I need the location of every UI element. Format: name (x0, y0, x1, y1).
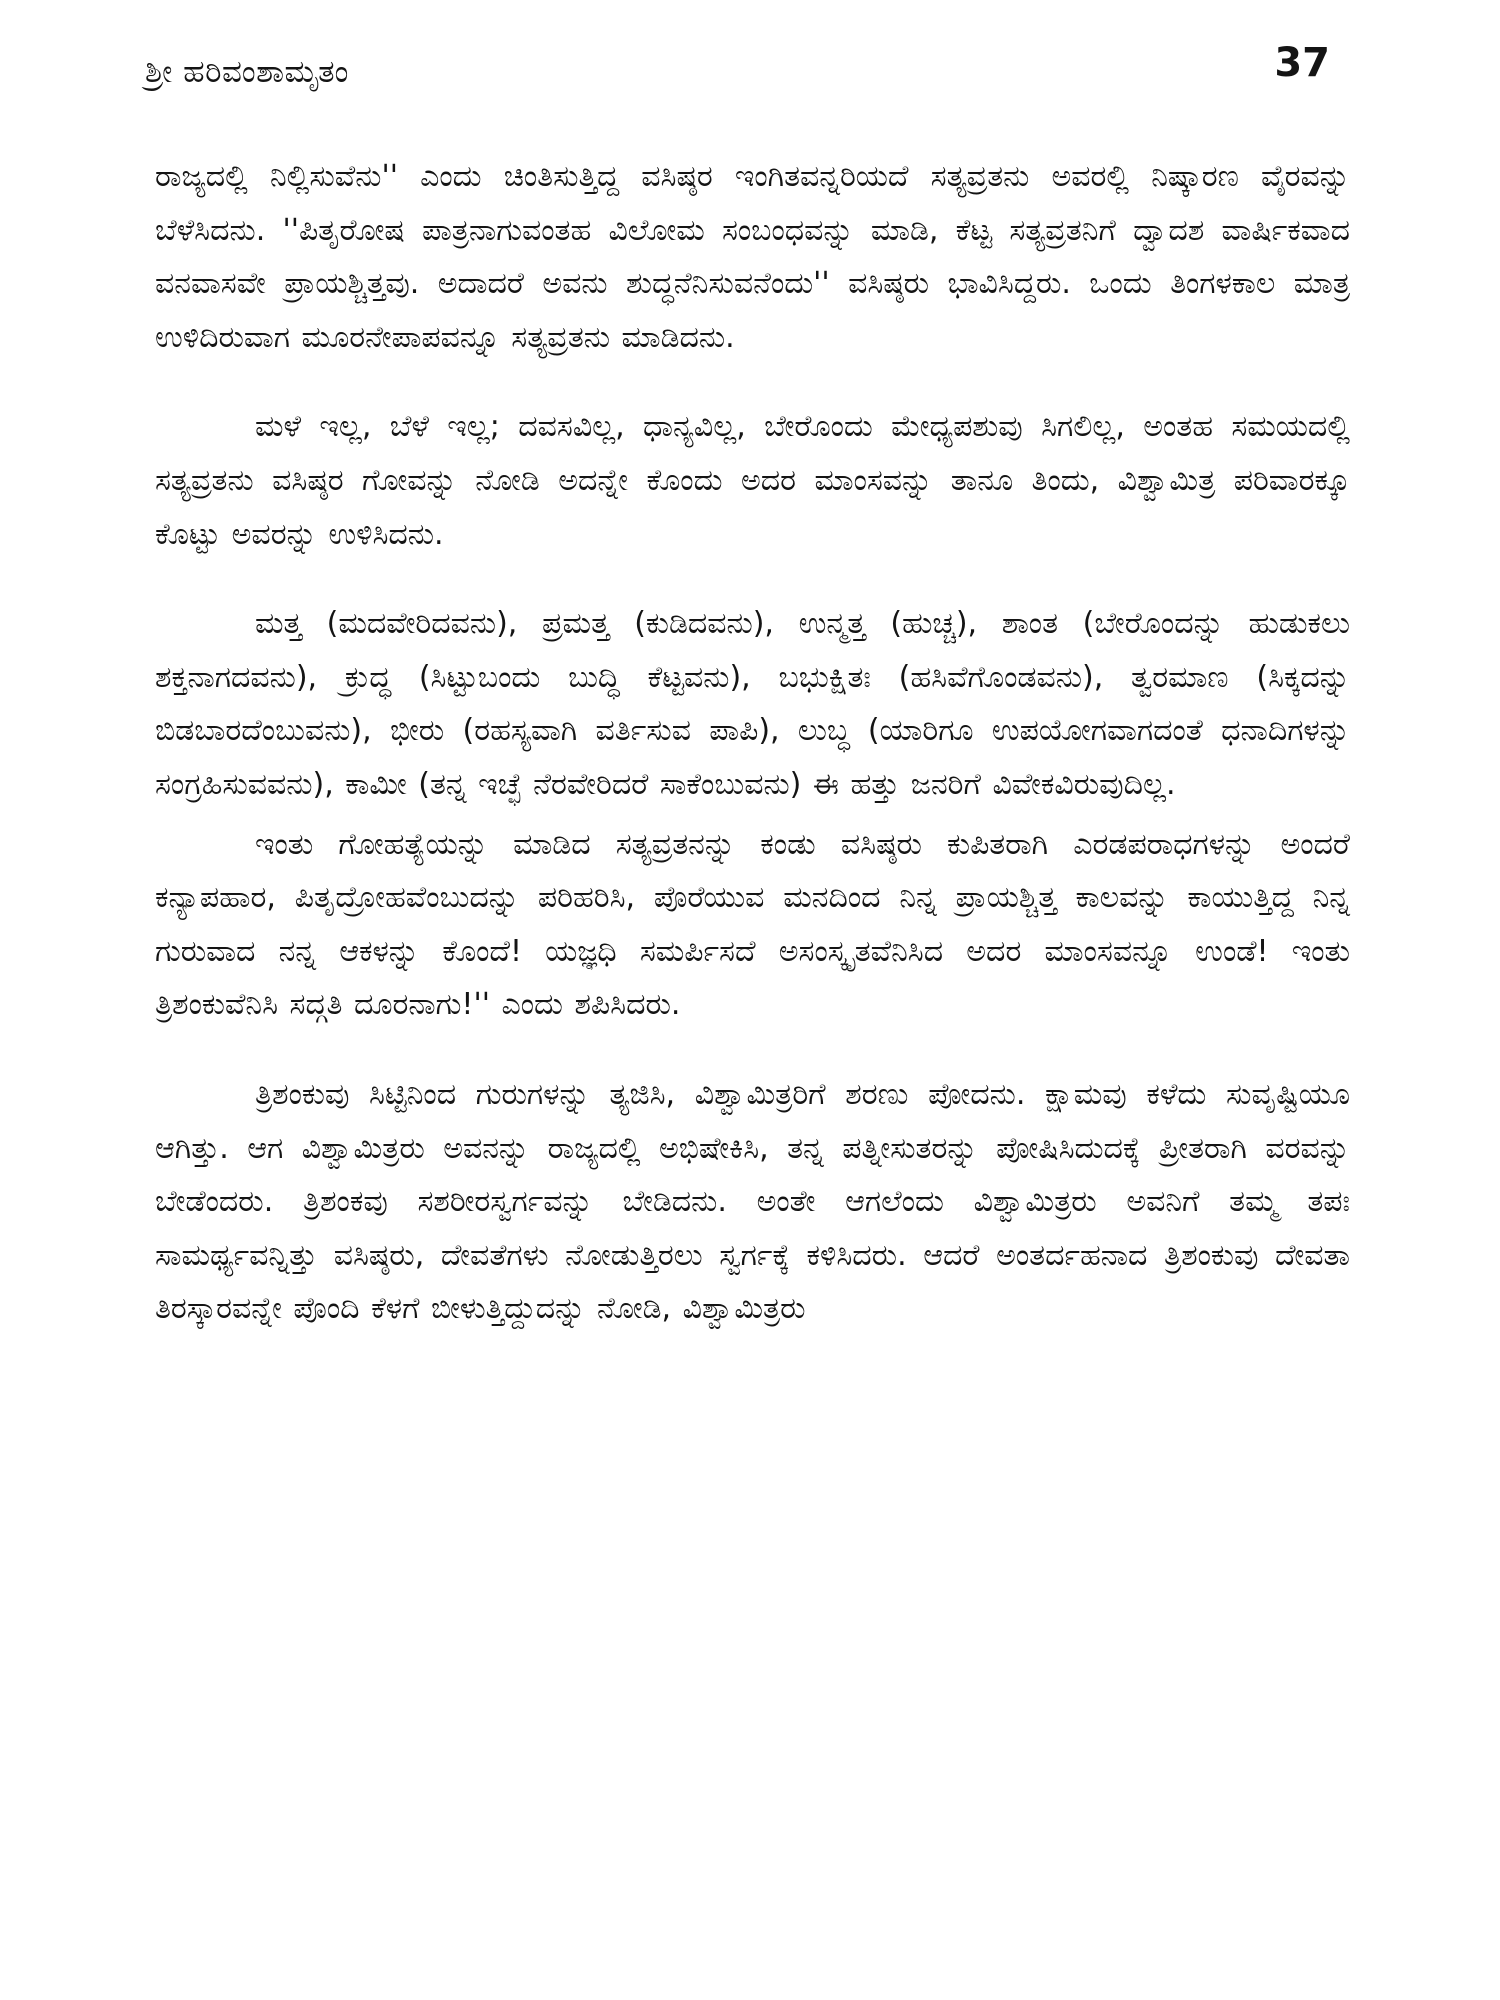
page-number: 37 (1274, 40, 1330, 86)
paragraph-3: ಮತ್ತ (ಮದವೇರಿದವನು), ಪ್ರಮತ್ತ (ಕುಡಿದವನು), ಉನ್ಮತ್ತ (ಹುಚ್ಚ), ಶಾಂತ (ಬೇರೊಂದನ್ನು ಹುಡುಕಲು ಶಕ್ತನಾಗದವನು), ಕ್ರುದ್ಧ (ಸಿಟ್ಟುಬಂದು ಬುದ್ಧಿ ಕೆಟ್ಟವನು), ಬಭುಕ್ಷಿತಃ (ಹಸಿವೆಗೊಂಡವನು), ತ್ವರಮಾಣ (ಸಿಕ್ಕದನ್ನು ಬಿಡಬಾರದೆಂಬುವನು), ಭೀರು (ರಹಸ್ಯವಾಗಿ ವರ್ತಿಸುವ ಪಾಪಿ), ಲುಬ್ಧ (ಯಾರಿಗೂ ಉಪಯೋಗವಾಗದಂತೆ ಧನಾದಿಗಳನ್ನು ಸಂಗ್ರಹಿಸುವವನು), ಕಾಮೀ (ತನ್ನ ಇಚ್ಛೆ ನೆರವೇರಿದರೆ ಸಾಕೆಂಬುವನು) ಈ ಹತ್ತು ಜನರಿಗೆ ವಿವೇಕವಿರುವುದಿಲ್ಲ. (155, 606, 1350, 802)
paragraph-1: ರಾಜ್ಯದಲ್ಲಿ ನಿಲ್ಲಿಸುವೆನು'' ಎಂದು ಚಿಂತಿಸುತ್ತಿದ್ದ ವಸಿಷ್ಠರ ಇಂಗಿತವನ್ನರಿಯದೆ ಸತ್ಯವ್ರತನು ಅವರಲ್ಲಿ ನಿಷ್ಕಾರಣ ವೈರವನ್ನು ಬೆಳೆಸಿದನು. ''ಪಿತೃರೋಷ ಪಾತ್ರನಾಗುವಂತಹ ವಿಲೋಮ ಸಂಬಂಧವನ್ನು ಮಾಡಿ, ಕೆಟ್ಟ ಸತ್ಯವ್ರತನಿಗೆ ದ್ವಾದಶ ವಾರ್ಷಿಕವಾದ ವನವಾಸವೇ ಪ್ರಾಯಶ್ಚಿತ್ತವು. ಅದಾದರೆ ಅವನು ಶುದ್ಧನೆನಿಸುವನೆಂದು'' ವಸಿಷ್ಠರು ಭಾವಿಸಿದ್ದರು. ಒಂದು ತಿಂಗಳಕಾಲ ಮಾತ್ರ ಉಳಿದಿರುವಾಗ ಮೂರನೇಪಾಪವನ್ನೂ ಸತ್ಯವ್ರತನು ಮಾಡಿದನು. (155, 159, 1350, 355)
paragraph-5: ತ್ರಿಶಂಕುವು ಸಿಟ್ಟಿನಿಂದ ಗುರುಗಳನ್ನು ತ್ಯಜಿಸಿ, ವಿಶ್ವಾಮಿತ್ರರಿಗೆ ಶರಣು ಪೋದನು. ಕ್ಷಾಮವು ಕಳೆದು ಸುವೃಷ್ಟಿಯೂ ಆಗಿತ್ತು. ಆಗ ವಿಶ್ವಾಮಿತ್ರರು ಅವನನ್ನು ರಾಜ್ಯದಲ್ಲಿ ಅಭಿಷೇಕಿಸಿ, ತನ್ನ ಪತ್ನೀಸುತರನ್ನು ಪೋಷಿಸಿದುದಕ್ಕೆ ಪ್ರೀತರಾಗಿ ವರವನ್ನು ಬೇಡೆಂದರು. ತ್ರಿಶಂಕವು ಸಶರೀರಸ್ವರ್ಗವನ್ನು ಬೇಡಿದನು. ಅಂತೇ ಆಗಲೆಂದು ವಿಶ್ವಾಮಿತ್ರರು ಅವನಿಗೆ ತಮ್ಮ ತಪಃ ಸಾಮರ್ಥ್ಯವನ್ನಿತ್ತು ವಸಿಷ್ಠರು, ದೇವತೆಗಳು ನೋಡುತ್ತಿರಲು ಸ್ವರ್ಗಕ್ಕೆ ಕಳಿಸಿದರು. ಆದರೆ ಅಂತರ್ದಹನಾದ ತ್ರಿಶಂಕುವು ದೇವತಾ ತಿರಸ್ಕಾರವನ್ನೇ ಪೊಂದಿ ಕೆಳಗೆ ಬೀಳುತ್ತಿದ್ದುದನ್ನು ನೋಡಿ, ವಿಶ್ವಾಮಿತ್ರರು (155, 1076, 1350, 1327)
paragraph-2: ಮಳೆ ಇಲ್ಲ, ಬೆಳೆ ಇಲ್ಲ; ದವಸವಿಲ್ಲ, ಧಾನ್ಯವಿಲ್ಲ, ಬೇರೊಂದು ಮೇಧ್ಯಪಶುವು ಸಿಗಲಿಲ್ಲ, ಅಂತಹ ಸಮಯದಲ್ಲಿ ಸತ್ಯವ್ರತನು ವಸಿಷ್ಠರ ಗೋವನ್ನು ನೋಡಿ ಅದನ್ನೇ ಕೊಂದು ಅದರ ಮಾಂಸವನ್ನು ತಾನೂ ತಿಂದು, ವಿಶ್ವಾಮಿತ್ರ ಪರಿವಾರಕ್ಕೂ ಕೊಟ್ಟು ಅವರನ್ನು ಉಳಿಸಿದನು. (155, 409, 1351, 552)
body-text (155, 150, 1350, 1336)
running-header: ಶ್ರೀ ಹರಿವಂಶಾಮೃತಂ (145, 54, 349, 90)
paragraph-4: ಇಂತು ಗೋಹತ್ಯೆಯನ್ನು ಮಾಡಿದ ಸತ್ಯವ್ರತನನ್ನು ಕಂಡು ವಸಿಷ್ಠರು ಕುಪಿತರಾಗಿ ಎರಡಪರಾಧಗಳನ್ನು ಅಂದರೆ ಕನ್ಯಾಪಹಾರ, ಪಿತೃದ್ರೋಹವೆಂಬುದನ್ನು ಪರಿಹರಿಸಿ, ಪೊರೆಯುವ ಮನದಿಂದ ನಿನ್ನ ಪ್ರಾಯಶ್ಚಿತ್ತ ಕಾಲವನ್ನು ಕಾಯುತ್ತಿದ್ದ ನಿನ್ನ ಗುರುವಾದ ನನ್ನ ಆಕಳನ್ನು ಕೊಂದೆ! ಯಜ್ಞಧಿ ಸಮರ್ಪಿಸದೆ ಅಸಂಸ್ಕೃತವೆನಿಸಿದ ಅದರ ಮಾಂಸವನ್ನೂ ಉಂಡೆ! ಇಂತು ತ್ರಿಶಂಕುವೆನಿಸಿ ಸದ್ಗತಿ ದೂರನಾಗು!'' ಎಂದು ಶಪಿಸಿದರು. (155, 826, 1350, 1023)
